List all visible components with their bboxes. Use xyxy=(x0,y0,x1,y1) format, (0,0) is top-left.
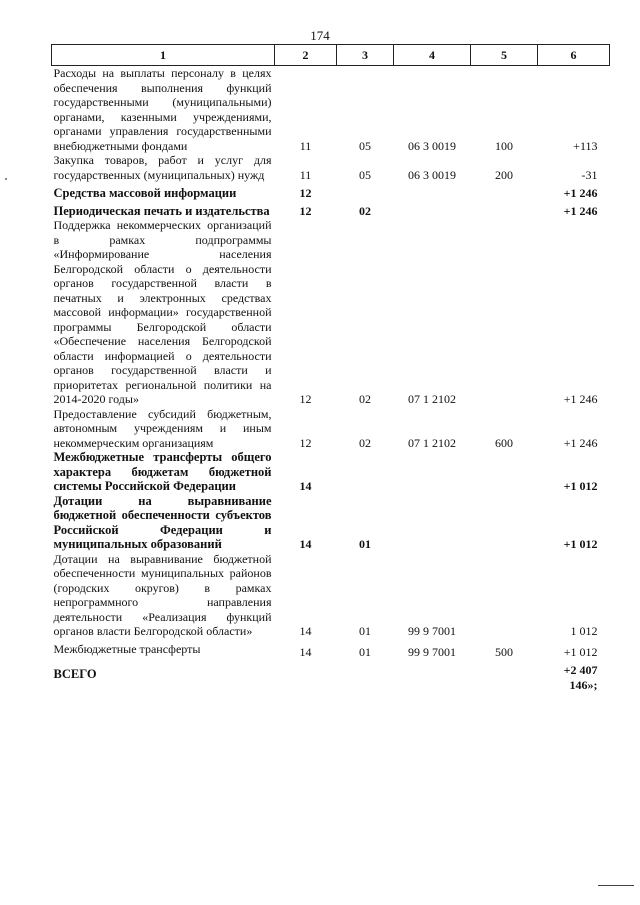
row-amount: +1 246 xyxy=(563,435,598,450)
row-target-code: 06 3 0019 xyxy=(408,167,456,182)
row-amount: +1 246 xyxy=(563,186,598,200)
total-amount-line2: 146»; xyxy=(569,677,598,692)
row-description: Закупка товаров, работ и услуг для государственных (муниципальных) нужд xyxy=(53,153,272,182)
row-target-code: 99 9 7001 xyxy=(408,624,456,638)
row-subsection: 01 xyxy=(359,624,371,638)
row-description: Поддержка некоммерческих организаций в рамках подпрограммы «Информирование населения Белгородской области о деятельности органов государственной власти в печатных и электронных средствах массовой информации» государственной программы Белгородской области «Обеспечение населения Белгородской области информацией о деятельности органов государственной власти и приоритетах региональной политики на 2014-2020 годы» xyxy=(53,218,272,406)
row-amount: 1 012 xyxy=(570,624,598,638)
budget-table xyxy=(51,44,610,692)
row-subsection: 02 xyxy=(359,392,371,406)
margin-mark xyxy=(5,178,7,180)
row-section: 11 xyxy=(299,167,312,182)
row-description: Дотации на выравнивание бюджетной обеспеченности муниципальных районов (городских округов) в рамках непрограммного направления деятельности «Реализация функций органов власти Белгородской области» xyxy=(53,551,272,638)
header-col-5: 5 xyxy=(471,45,538,66)
row-target-code xyxy=(394,450,471,494)
row-description: Средства массовой информации xyxy=(53,186,237,200)
table-header xyxy=(52,45,610,66)
row-description: Расходы на выплаты персоналу в целях обеспечения выполнения функций государственными (муниципальными) органами, казенными учреждениями, органами управления государственными внебюджетными фондами xyxy=(53,66,272,153)
row-section: 12 xyxy=(299,392,312,406)
row-expense-type xyxy=(471,182,538,201)
row-subsection: 05 xyxy=(359,138,371,153)
row-expense-type: 200 xyxy=(495,167,513,182)
row-subsection: 02 xyxy=(359,435,371,450)
row-expense-type: 100 xyxy=(495,138,513,153)
row-amount: -31 xyxy=(581,167,598,182)
row-subsection: 01 xyxy=(359,537,371,551)
total-row xyxy=(52,659,610,692)
row-description: Периодическая печать и издательства xyxy=(53,203,270,218)
table-row xyxy=(52,494,610,552)
header-col-1: 1 xyxy=(52,45,275,66)
table-row xyxy=(52,552,610,639)
total-amount xyxy=(538,659,610,692)
row-amount: +1 246 xyxy=(563,392,598,406)
page-number: 174 xyxy=(310,28,330,43)
page-edge-line xyxy=(598,885,634,886)
row-target-code xyxy=(394,201,471,219)
row-expense-type: 500 xyxy=(495,644,513,659)
row-subsection: 01 xyxy=(359,644,371,659)
header-col-2: 2 xyxy=(275,45,337,66)
row-description: Межбюджетные трансферты xyxy=(53,641,201,656)
row-amount: +1 246 xyxy=(563,203,598,218)
row-section: 14 xyxy=(299,624,312,638)
row-expense-type xyxy=(471,218,538,407)
row-expense-type: 600 xyxy=(495,435,513,450)
row-description: Дотации на выравнивание бюджетной обеспеченности субъектов Российской Федерации и муниципальных образований xyxy=(53,493,272,551)
table-row xyxy=(52,450,610,494)
row-subsection: 05 xyxy=(359,167,371,182)
row-expense-type xyxy=(471,201,538,219)
row-section: 12 xyxy=(299,435,312,450)
row-amount: +1 012 xyxy=(563,479,598,493)
row-section: 12 xyxy=(299,186,312,200)
row-subsection: 02 xyxy=(359,203,371,218)
total-amount-line1: +2 407 xyxy=(563,663,598,677)
row-target-code: 07 1 2102 xyxy=(408,435,456,450)
table-row xyxy=(52,66,610,154)
row-target-code xyxy=(394,494,471,552)
table-row xyxy=(52,639,610,660)
row-section: 14 xyxy=(299,479,312,493)
row-subsection xyxy=(337,182,394,201)
row-expense-type xyxy=(471,494,538,552)
header-col-6: 6 xyxy=(538,45,610,66)
row-target-code xyxy=(394,182,471,201)
row-subsection xyxy=(337,450,394,494)
row-amount: +1 012 xyxy=(563,537,598,551)
table-row xyxy=(52,182,610,201)
row-target-code: 99 9 7001 xyxy=(408,644,456,659)
row-section: 14 xyxy=(299,644,312,659)
row-amount: +113 xyxy=(573,138,598,153)
row-amount: +1 012 xyxy=(563,644,598,659)
table-row xyxy=(52,201,610,219)
row-expense-type xyxy=(471,450,538,494)
table-row xyxy=(52,407,610,451)
row-section: 14 xyxy=(299,537,312,551)
row-target-code: 06 3 0019 xyxy=(408,138,456,153)
row-section: 11 xyxy=(299,138,312,153)
row-target-code: 07 1 2102 xyxy=(408,392,456,406)
total-label: ВСЕГО xyxy=(53,667,97,681)
header-col-3: 3 xyxy=(337,45,394,66)
table-row xyxy=(52,153,610,182)
row-section: 12 xyxy=(299,203,312,218)
header-col-4: 4 xyxy=(394,45,471,66)
row-description: Предоставление субсидий бюджетным, автономным учреждениям и иным некоммерческим организациям xyxy=(53,406,272,450)
row-expense-type xyxy=(471,552,538,639)
table-row xyxy=(52,218,610,407)
row-description: Межбюджетные трансферты общего характера бюджетам бюджетной системы Российской Федерации xyxy=(53,450,272,493)
